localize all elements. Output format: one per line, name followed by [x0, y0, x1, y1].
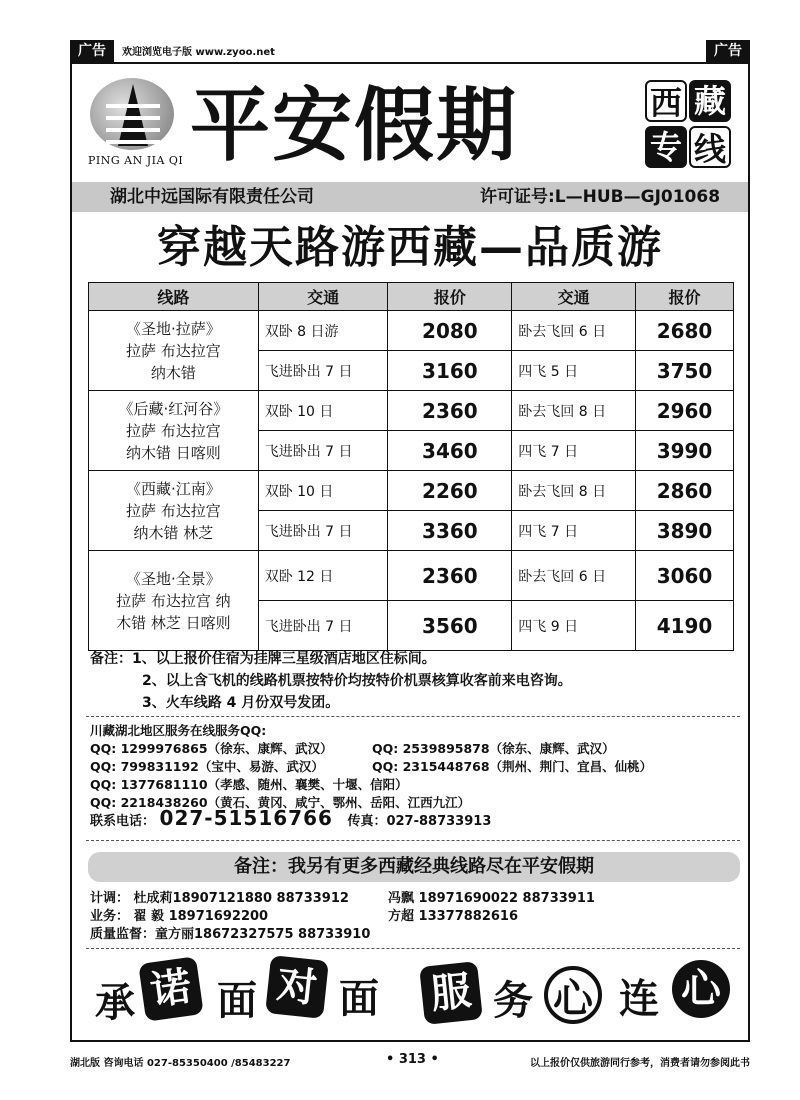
logo [88, 74, 198, 174]
staff-block [90, 890, 595, 944]
table-row [89, 551, 734, 601]
slogan-char: 对 [265, 955, 329, 1019]
badge-char: 线 [689, 126, 731, 168]
price-cell: 3460 [388, 431, 512, 471]
price-cell: 2360 [388, 551, 512, 601]
transport-cell: 双卧 10 日 [258, 471, 388, 511]
transport-cell: 卧去飞回 6 日 [512, 311, 636, 351]
phone-number: 027-51516766 [159, 806, 333, 830]
route-name: 《圣地·拉萨》 拉萨 布达拉宫 纳木错 [89, 311, 259, 391]
badge-char: 专 [645, 126, 687, 168]
col-header-transport-2: 交通 [512, 283, 636, 311]
transport-cell: 四飞 5 日 [512, 351, 636, 391]
top-strip [70, 40, 750, 62]
transport-cell: 双卧 12 日 [258, 551, 388, 601]
col-header-price-1: 报价 [388, 283, 512, 311]
price-cell: 4190 [636, 601, 734, 651]
fax-number: 传真：027-88733913 [347, 814, 492, 829]
note-line: 备注：1、以上报价住宿为挂牌三星级酒店地区住标间。 [90, 651, 436, 667]
route-name: 《后藏·红河谷》 拉萨 布达拉宫 纳木错 日喀则 [89, 391, 259, 471]
price-cell: 3890 [636, 511, 734, 551]
slogan-char: 连 [619, 976, 659, 1022]
footer-hotline: 湖北版 咨询电话 027-85350400 /85483227 [70, 1058, 291, 1069]
price-cell: 2960 [636, 391, 734, 431]
footer-disclaimer: 以上报价仅供旅游同行参考，消费者请勿参阅此书 [530, 1058, 750, 1069]
pyramid-icon [98, 80, 168, 152]
staff-row: 业务： 翟 毅 18971692200 方超 13377882616 [90, 909, 519, 924]
service-heading: 川藏湖北地区服务在线服务QQ: [90, 723, 267, 738]
col-header-transport-1: 交通 [258, 283, 388, 311]
qq-row: QQ: 799831192（宝中、易游、武汉） QQ: 2315448768（荆州、荆门、宜昌、仙桃） [90, 759, 653, 774]
tibet-line-badge [645, 80, 733, 170]
table-row [89, 311, 734, 351]
price-cell: 3060 [636, 551, 734, 601]
welcome-text: 欢迎浏览电子版 www.zyoo.net [122, 47, 275, 58]
transport-cell: 四飞 7 日 [512, 511, 636, 551]
note-line: 2、以上含飞机的线路机票按特价均按特价机票核算收客前来电咨询。 [142, 673, 572, 689]
phone-label: 联系电话： [90, 814, 156, 829]
slogan-char: 面 [339, 976, 379, 1022]
slogan-char: 服 [419, 961, 483, 1025]
staff-row: 质量监督：童方丽18672327575 88733910 [90, 927, 371, 942]
price-cell: 3560 [388, 601, 512, 651]
divider [86, 948, 740, 949]
license-number: 许可证号:L—HUB—GJ01068 [480, 187, 721, 207]
transport-cell: 飞进卧出 7 日 [258, 431, 388, 471]
slogan-char: 面 [217, 978, 257, 1024]
price-table [88, 282, 734, 651]
route-name: 《西藏·江南》 拉萨 布达拉宫 纳木错 林芝 [89, 471, 259, 551]
qq-row: QQ: 2218438260（黄石、黄冈、咸宁、鄂州、岳阳、江西九江） [90, 795, 471, 810]
slogan-char: 务 [493, 978, 533, 1024]
headline: 穿越天路游西藏—品质游 [157, 222, 663, 273]
price-cell: 2260 [388, 471, 512, 511]
qq-row: QQ: 1299976865（徐东、康辉、武汉） QQ: 2539895878（徐东、康辉、武汉） [90, 741, 615, 756]
table-header-row [89, 283, 734, 311]
transport-cell: 飞进卧出 7 日 [258, 601, 388, 651]
more-routes-note: 备注：我另有更多西藏经典线路尽在平安假期 [88, 852, 740, 882]
company-bar [72, 182, 748, 212]
brand-title: 平安假期 [190, 78, 518, 172]
price-cell: 3360 [388, 511, 512, 551]
price-cell: 3750 [636, 351, 734, 391]
route-name: 《圣地·全景》 拉萨 布达拉宫 纳 木错 林芝 日喀则 [89, 551, 259, 651]
qq-row: QQ: 1377681110（孝感、随州、襄樊、十堰、信阳） [90, 777, 408, 792]
price-cell: 2360 [388, 391, 512, 431]
slogan-char: 承 [95, 980, 135, 1026]
staff-row: 计调： 杜成莉18907121880 88733912 冯飘 18971690022 88733911 [90, 891, 595, 906]
col-header-route: 线路 [89, 283, 259, 311]
slogan-char: 诺 [138, 956, 204, 1022]
slogan-char: 心 [672, 960, 730, 1018]
transport-cell: 卧去飞回 8 日 [512, 471, 636, 511]
price-cell: 2680 [636, 311, 734, 351]
transport-cell: 四飞 7 日 [512, 431, 636, 471]
contact-line [90, 806, 491, 830]
transport-cell: 卧去飞回 8 日 [512, 391, 636, 431]
divider [86, 840, 740, 841]
slogan-char: 心 [544, 966, 602, 1024]
transport-cell: 飞进卧出 7 日 [258, 511, 388, 551]
badge-char: 西 [645, 80, 687, 122]
page-number: • 313 • [386, 1052, 439, 1067]
transport-cell: 卧去飞回 6 日 [512, 551, 636, 601]
badge-char: 藏 [689, 80, 731, 122]
col-header-price-2: 报价 [636, 283, 734, 311]
notes [90, 648, 572, 714]
ad-tag-left: 广告 [70, 40, 114, 62]
table-row [89, 391, 734, 431]
divider [86, 716, 740, 717]
price-cell: 3160 [388, 351, 512, 391]
price-cell: 2860 [636, 471, 734, 511]
ad-tag-right: 广告 [706, 40, 750, 62]
service-qq-block [90, 722, 653, 812]
transport-cell: 双卧 8 日游 [258, 311, 388, 351]
price-cell: 3990 [636, 431, 734, 471]
note-line: 3、火车线路 4 月份双号发团。 [142, 695, 340, 711]
company-name: 湖北中远国际有限责任公司 [110, 187, 314, 207]
price-cell: 2080 [388, 311, 512, 351]
logo-text: PING AN JIA QI [88, 154, 184, 167]
transport-cell: 飞进卧出 7 日 [258, 351, 388, 391]
footer [70, 1050, 750, 1072]
table-row [89, 471, 734, 511]
slogan [80, 956, 740, 1036]
transport-cell: 四飞 9 日 [512, 601, 636, 651]
transport-cell: 双卧 10 日 [258, 391, 388, 431]
